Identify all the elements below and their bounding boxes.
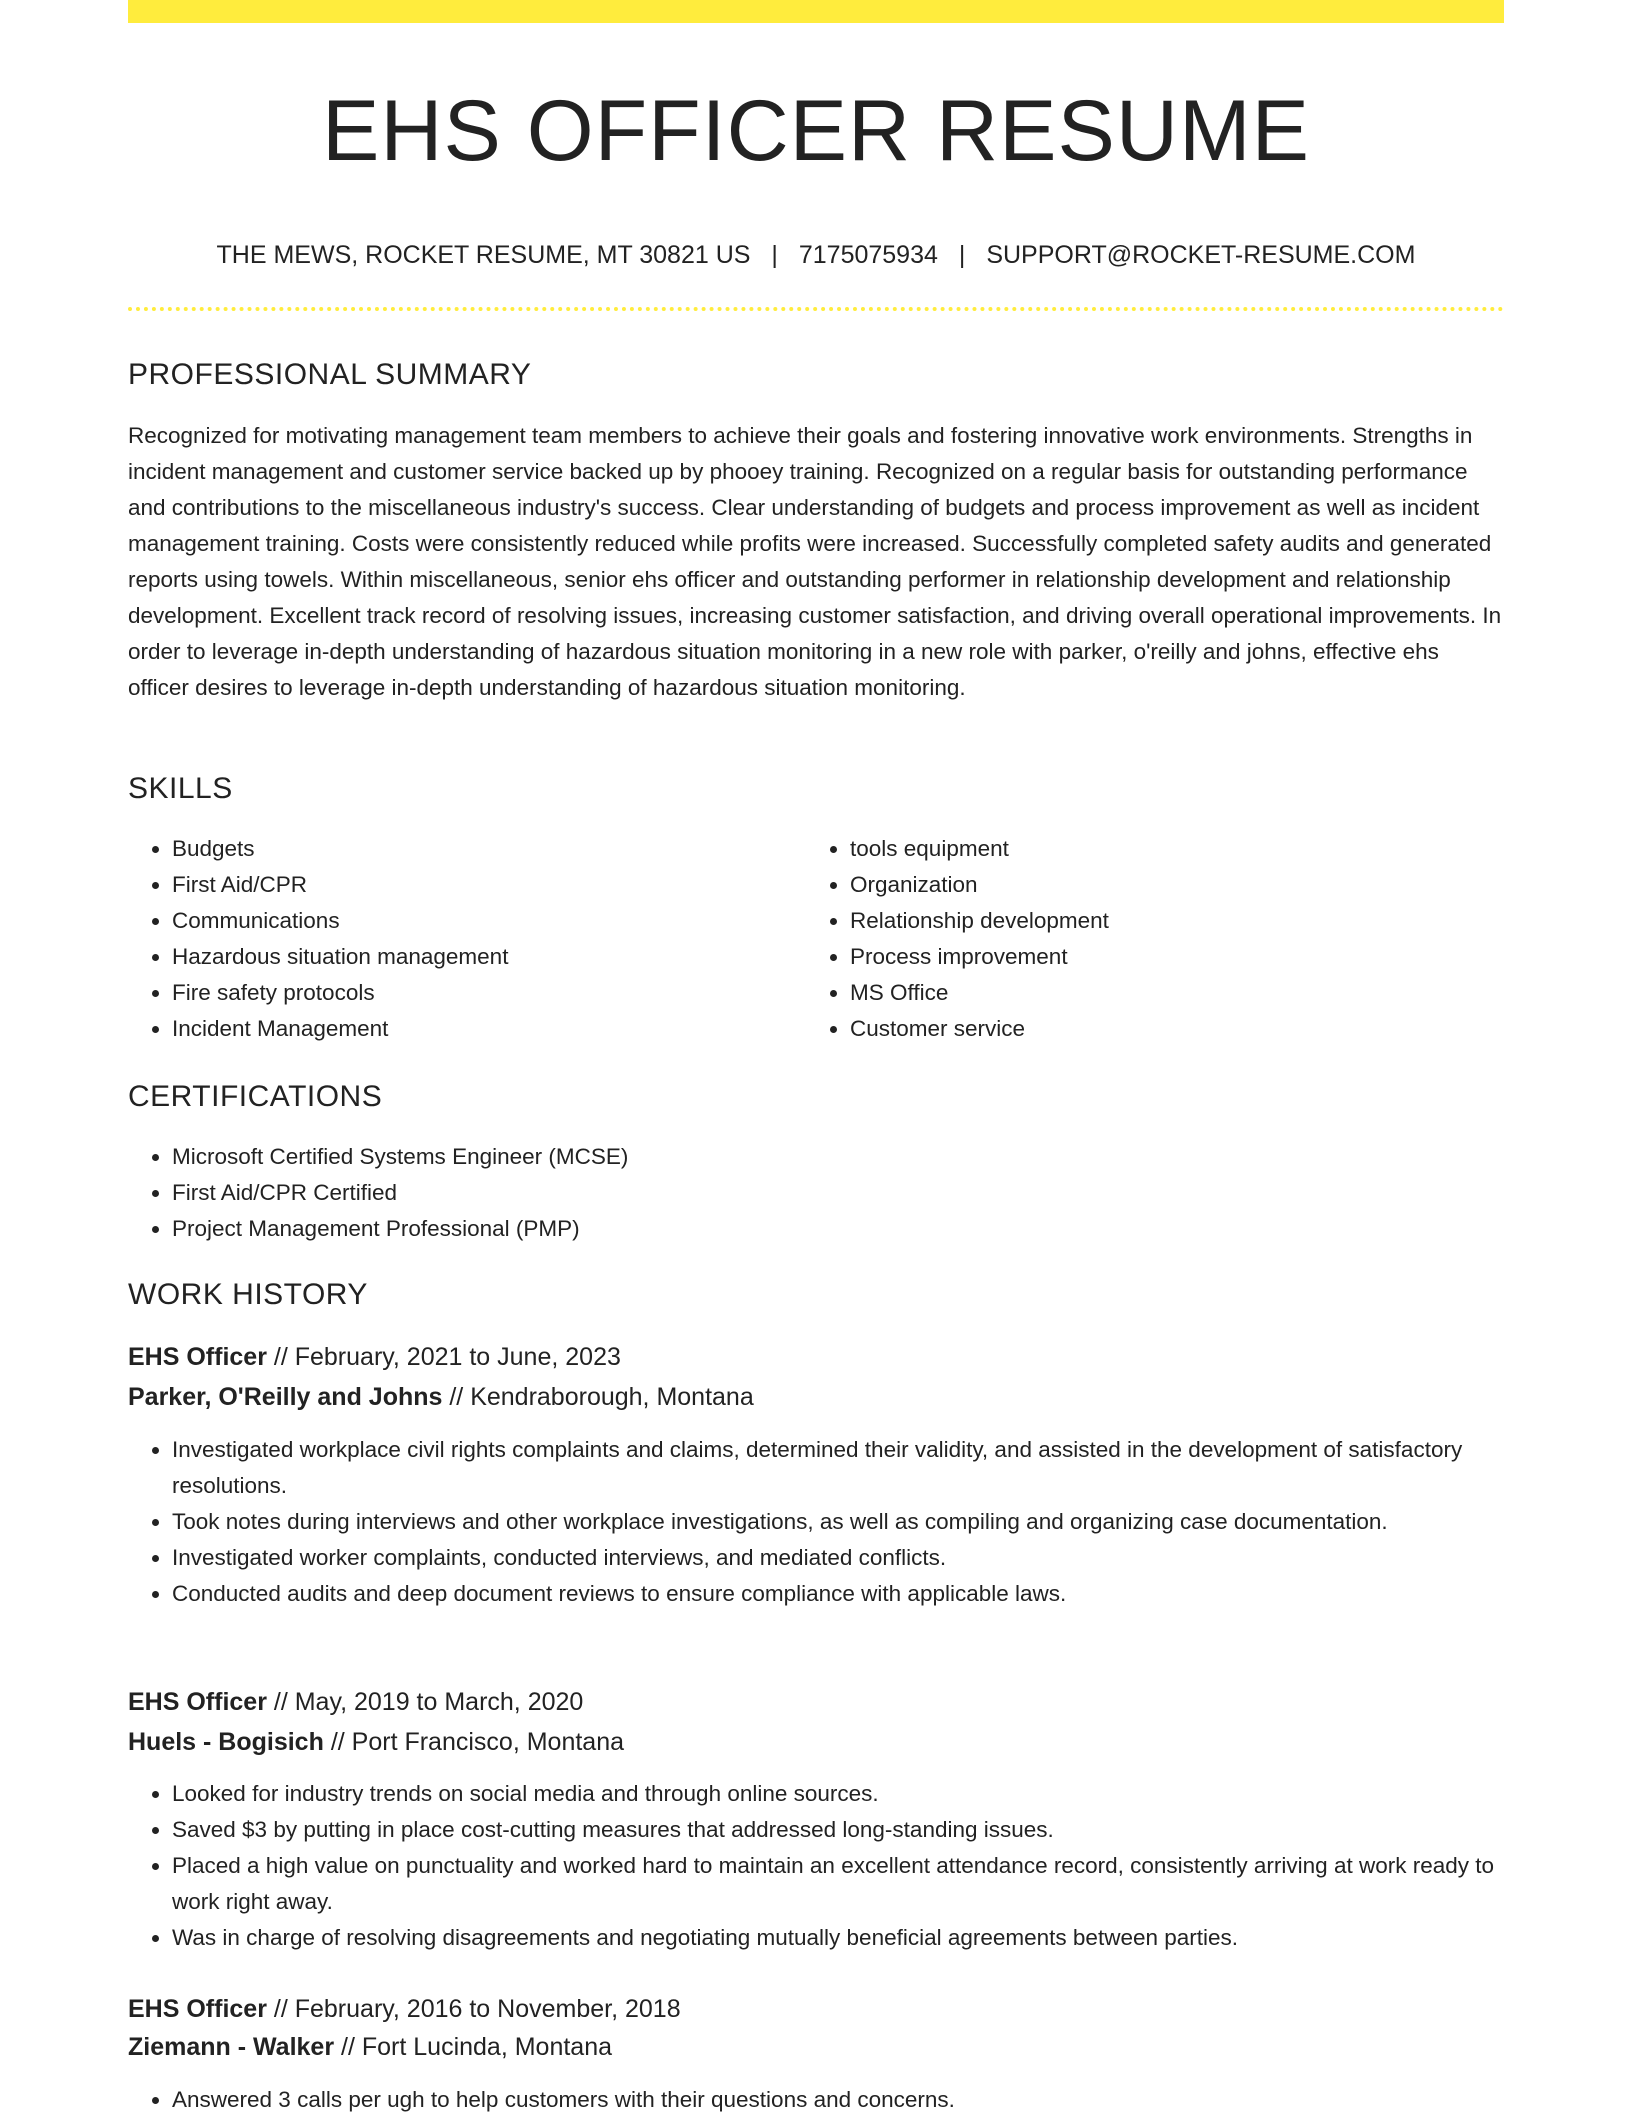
summary-text: Recognized for motivating management team members to achieve their goals and fostering innovative work environments. Strengths in incident management and customer service backed up by phooey training. Recognized on a regular basis for outstanding performance and contributions to the miscellaneous industry's success. Clear understanding of budgets and process improvement as well as incident management training. Costs were consistently reduced while profits were increased. Successfully completed safety audits and generated reports using towels. Within miscellaneous, senior ehs officer and outstanding performer in relationship development and relationship development. Excellent track record of resolving issues, increasing customer satisfaction, and driving overall operational improvements. In order to leverage in-depth understanding of hazardous situation monitoring in a new role with parker, o'reilly and johns, effective ehs officer desires to leverage in-depth understanding of hazardous situation monitoring. bbox=[128, 423, 1502, 700]
certification-item: • Microsoft Certified Systems Engineer (MCSE) bbox=[172, 1139, 1504, 1175]
job-dates: // February, 2021 to June, 2023 bbox=[273, 1343, 621, 1371]
skill-item: • tools equipment bbox=[850, 831, 1466, 867]
job-title: EHS Officer bbox=[128, 1343, 267, 1371]
job-bullets bbox=[128, 1776, 1504, 1956]
job-location: // Kendraborough, Montana bbox=[449, 1383, 754, 1411]
job-location: // Port Francisco, Montana bbox=[330, 1728, 625, 1756]
job-company: Huels - Bogisich bbox=[128, 1728, 324, 1756]
job-company-line bbox=[128, 2028, 1504, 2066]
skills-list-left bbox=[128, 831, 788, 1047]
job-bullet-list bbox=[128, 2082, 1504, 2118]
certification-item: • First Aid/CPR Certified bbox=[172, 1175, 1504, 1211]
contact-address: THE MEWS, ROCKET RESUME, MT 30821 US bbox=[216, 241, 751, 269]
job-dates: // February, 2016 to November, 2018 bbox=[273, 1995, 681, 2023]
summary-heading: PROFESSIONAL SUMMARY bbox=[128, 358, 532, 391]
job-bullet: • Investigated workplace civil rights complaints and claims, determined their validity, and assisted in the development of satisfactory resolutions. bbox=[172, 1432, 1504, 1504]
skills-list-right bbox=[806, 831, 1466, 1047]
job-bullet-list bbox=[128, 1776, 1504, 1956]
skill-item: • First Aid/CPR bbox=[172, 867, 788, 903]
contact-separator: | bbox=[771, 241, 778, 269]
job-bullet: • Saved $3 by putting in place cost-cutting measures that addressed long-standing issues. bbox=[172, 1812, 1504, 1848]
skill-item: • Incident Management bbox=[172, 1011, 788, 1047]
certifications-heading: CERTIFICATIONS bbox=[128, 1080, 383, 1113]
page-title: EHS OFFICER RESUME bbox=[322, 83, 1310, 179]
contact-separator: | bbox=[958, 241, 966, 269]
job-dates: // May, 2019 to March, 2020 bbox=[273, 1688, 584, 1716]
skills-column-right bbox=[806, 831, 1466, 1047]
contact-email: SUPPORT@ROCKET-RESUME.COM bbox=[986, 241, 1416, 269]
contact-phone: 7175075934 bbox=[798, 241, 938, 269]
job-title: EHS Officer bbox=[128, 1995, 267, 2023]
skill-item: • Fire safety protocols bbox=[172, 975, 788, 1011]
job-bullets bbox=[128, 1432, 1504, 1612]
job-bullet-list bbox=[128, 1432, 1504, 1612]
skill-item: • Process improvement bbox=[850, 939, 1466, 975]
job-bullet: • Answered 3 calls per ugh to help customers with their questions and concerns. bbox=[172, 2082, 1504, 2118]
job-bullet: • Took notes during interviews and other workplace investigations, as well as compiling and organizing case documentation. bbox=[172, 1504, 1504, 1540]
job-bullet: • Looked for industry trends on social media and through online sources. bbox=[172, 1776, 1504, 1812]
skill-item: • Hazardous situation management bbox=[172, 939, 788, 975]
work-history-heading: WORK HISTORY bbox=[128, 1278, 368, 1311]
skill-item: • Customer service bbox=[850, 1011, 1466, 1047]
job-bullet: • Investigated worker complaints, conducted interviews, and mediated conflicts. bbox=[172, 1540, 1504, 1576]
job-location: // Fort Lucinda, Montana bbox=[341, 2033, 613, 2061]
skill-item: • Budgets bbox=[172, 831, 788, 867]
job-title-line bbox=[128, 1683, 1504, 1721]
certifications-list bbox=[128, 1139, 1504, 1247]
job-company-line bbox=[128, 1378, 1504, 1416]
top-accent-bar bbox=[128, 0, 1504, 23]
job-bullets bbox=[128, 2082, 1504, 2118]
job-bullet: • Was in charge of resolving disagreements and negotiating mutually beneficial agreements between parties. bbox=[172, 1920, 1504, 1956]
job-title-line bbox=[128, 1338, 1504, 1376]
dotted-divider bbox=[128, 307, 1504, 311]
job-company-line bbox=[128, 1723, 1504, 1761]
contact-line bbox=[128, 237, 1504, 273]
job-bullet: • Conducted audits and deep document reviews to ensure compliance with applicable laws. bbox=[172, 1576, 1504, 1612]
skills-column-left bbox=[128, 831, 788, 1047]
skill-item: • Organization bbox=[850, 867, 1466, 903]
skills-heading: SKILLS bbox=[128, 772, 233, 805]
skill-item: • MS Office bbox=[850, 975, 1466, 1011]
skill-item: • Relationship development bbox=[850, 903, 1466, 939]
job-company: Ziemann - Walker bbox=[128, 2033, 335, 2061]
job-title-line bbox=[128, 1990, 1504, 2028]
certification-item: • Project Management Professional (PMP) bbox=[172, 1211, 1504, 1247]
job-bullet: • Placed a high value on punctuality and worked hard to maintain an excellent attendance record, consistently arriving at work ready to work right away. bbox=[172, 1848, 1504, 1920]
certifications-section bbox=[128, 1139, 1504, 1247]
job-company: Parker, O'Reilly and Johns bbox=[128, 1383, 443, 1411]
job-title: EHS Officer bbox=[128, 1688, 267, 1716]
skill-item: • Communications bbox=[172, 903, 788, 939]
